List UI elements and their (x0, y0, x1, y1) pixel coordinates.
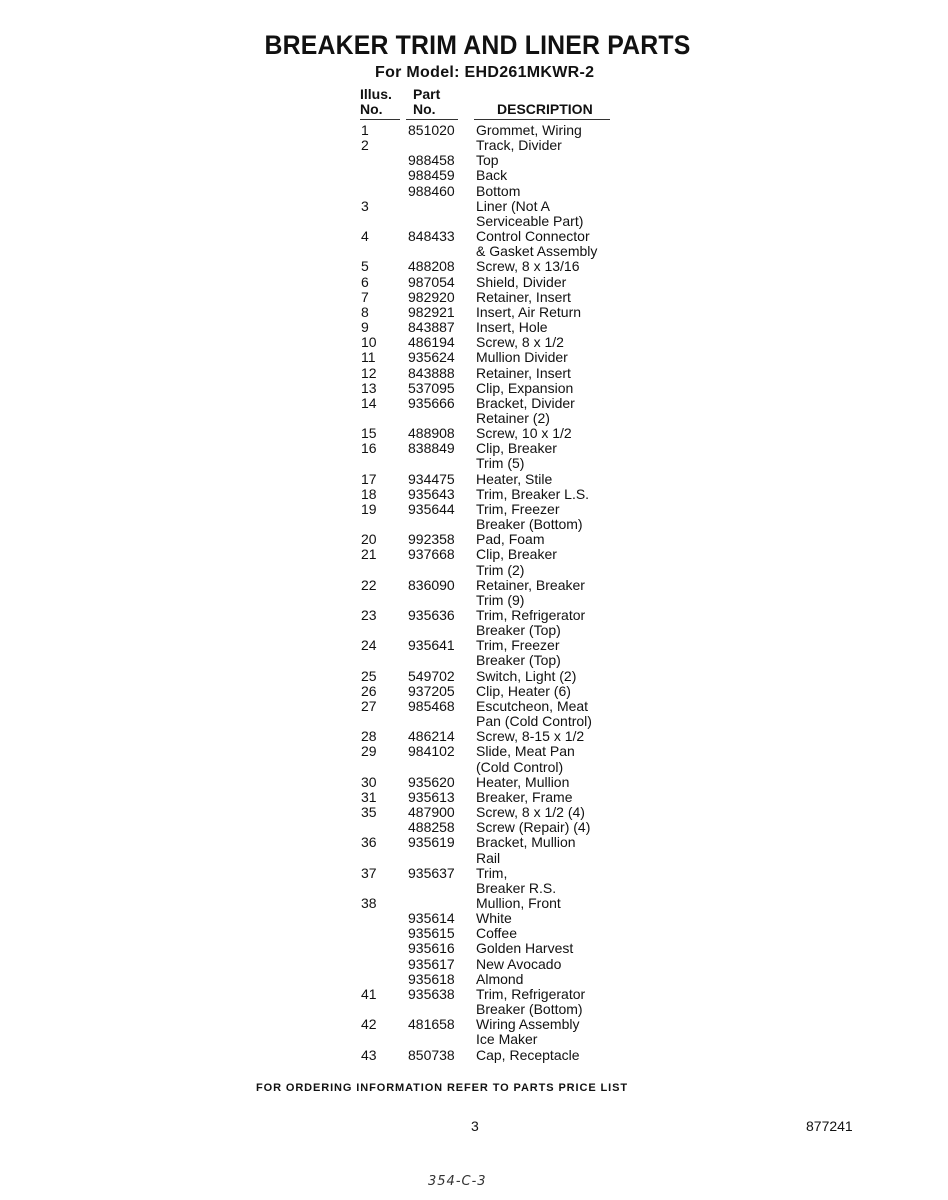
illus-no: 28 (361, 728, 377, 745)
description: Golden Harvest (476, 940, 574, 957)
table-row (0, 608, 948, 623)
table-row (0, 972, 948, 987)
part-no: 843888 (408, 364, 455, 381)
table-row (0, 305, 948, 320)
description: & Gasket Assembly (476, 243, 598, 260)
table-row (0, 851, 948, 866)
illus-no: 42 (361, 1016, 377, 1033)
description: Bottom (476, 182, 521, 199)
part-no: 935614 (408, 910, 455, 927)
header-illus-line2: No. (360, 101, 383, 117)
part-no: 836090 (408, 576, 455, 593)
table-row (0, 896, 948, 911)
part-no: 481658 (408, 1016, 455, 1033)
description: Slide, Meat Pan (476, 743, 575, 760)
table-row (0, 820, 948, 835)
description: Breaker, Frame (476, 788, 573, 805)
illus-no: 17 (361, 470, 377, 487)
description: Screw, 8 x 1/2 (4) (476, 804, 585, 821)
description: Heater, Stile (476, 470, 553, 487)
description: Screw, 8-15 x 1/2 (476, 728, 585, 745)
part-no: 935641 (408, 637, 455, 654)
table-row (0, 547, 948, 562)
model-number: For Model: EHD261MKWR-2 (375, 64, 595, 81)
table-row (0, 790, 948, 805)
description: Wiring Assembly (476, 1016, 580, 1033)
table-row (0, 775, 948, 790)
description: Retainer (2) (476, 409, 550, 426)
illus-no: 1 (361, 122, 369, 138)
part-no: 992358 (408, 531, 455, 548)
part-no: 935615 (408, 925, 455, 942)
description: Breaker (Top) (476, 652, 561, 669)
illus-no: 2 (361, 137, 369, 154)
table-row (0, 366, 948, 381)
handwritten-note: 354-C-3 (428, 1174, 487, 1189)
description: Pan (Cold Control) (476, 713, 592, 730)
description: Cap, Receptacle (476, 1046, 580, 1063)
part-no: 848433 (408, 228, 455, 245)
part-no: 935620 (408, 773, 455, 790)
part-no: 935636 (408, 607, 455, 623)
table-row (0, 1017, 948, 1032)
part-no: 988460 (408, 182, 455, 199)
illus-no: 41 (361, 985, 377, 1002)
header-underline (406, 119, 458, 120)
description: Insert, Hole (476, 319, 548, 336)
description: Trim, (476, 864, 508, 881)
illus-no: 27 (361, 697, 377, 714)
illus-no: 23 (361, 607, 377, 623)
illus-no: 37 (361, 864, 377, 881)
description: Retainer, Insert (476, 288, 571, 305)
table-row (0, 805, 948, 820)
table-row (0, 638, 948, 653)
table-row (0, 517, 948, 532)
description: Mullion Divider (476, 349, 568, 366)
part-no: 486214 (408, 728, 455, 745)
table-row (0, 941, 948, 956)
description: Serviceable Part) (476, 212, 584, 229)
illus-no: 12 (361, 364, 377, 381)
description: Screw, 8 x 13/16 (476, 258, 580, 275)
illus-no: 22 (361, 576, 377, 593)
ordering-note: FOR ORDERING INFORMATION REFER TO PARTS PRICE LIST (256, 1082, 628, 1094)
description: Bracket, Divider (476, 394, 575, 411)
part-no: 838849 (408, 440, 455, 457)
table-row (0, 426, 948, 441)
header-underline (360, 119, 400, 120)
description: Screw (Repair) (4) (476, 819, 591, 836)
description: Trim, Breaker L.S. (476, 485, 590, 502)
illus-no: 4 (361, 228, 369, 245)
description: Trim, Freezer (476, 500, 560, 517)
part-no: 984102 (408, 743, 455, 760)
header-part-line1: Part (413, 86, 441, 102)
table-row (0, 1032, 948, 1047)
illus-no: 13 (361, 379, 377, 396)
table-row (0, 699, 948, 714)
page-title: BREAKER TRIM AND LINER PARTS (264, 30, 691, 60)
table-row (0, 381, 948, 396)
description: (Cold Control) (476, 758, 564, 775)
table-row (0, 214, 948, 229)
illus-no: 18 (361, 485, 377, 502)
table-row (0, 911, 948, 926)
illus-no: 16 (361, 440, 377, 457)
description: Back (476, 167, 508, 184)
description: Trim, Refrigerator (476, 607, 586, 623)
part-no: 982921 (408, 303, 455, 320)
table-row (0, 714, 948, 729)
description: Switch, Light (2) (476, 667, 577, 684)
part-no: 935616 (408, 940, 455, 957)
table-row (0, 760, 948, 775)
illus-no: 30 (361, 773, 377, 790)
part-no: 488208 (408, 258, 455, 275)
table-row (0, 744, 948, 759)
part-no: 851020 (408, 122, 455, 138)
description: Ice Maker (476, 1031, 538, 1048)
table-row (0, 669, 948, 684)
description: Trim, Freezer (476, 637, 560, 654)
description: Clip, Heater (6) (476, 682, 571, 699)
description: Clip, Breaker (476, 440, 557, 457)
table-row (0, 487, 948, 502)
illus-no: 29 (361, 743, 377, 760)
illus-no: 36 (361, 834, 377, 851)
description: Grommet, Wiring (476, 122, 582, 138)
table-row (0, 987, 948, 1002)
part-no: 988459 (408, 167, 455, 184)
description: Shield, Divider (476, 273, 567, 290)
table-row (0, 320, 948, 335)
illus-no: 21 (361, 546, 377, 563)
description: Breaker (Top) (476, 622, 561, 639)
table-row (0, 593, 948, 608)
part-no: 549702 (408, 667, 455, 684)
description: Retainer, Insert (476, 364, 571, 381)
part-no: 935618 (408, 970, 455, 987)
description: Heater, Mullion (476, 773, 570, 790)
illus-no: 26 (361, 682, 377, 699)
part-no: 486194 (408, 334, 455, 351)
table-row (0, 1048, 948, 1063)
description: Screw, 8 x 1/2 (476, 334, 564, 351)
table-row (0, 866, 948, 881)
part-no: 935624 (408, 349, 455, 366)
table-row (0, 502, 948, 517)
document-number: 877241 (806, 1118, 853, 1134)
description: Top (476, 152, 499, 169)
description: Mullion, Front (476, 894, 561, 911)
table-row (0, 684, 948, 699)
table-row (0, 729, 948, 744)
description: Breaker (Bottom) (476, 1001, 583, 1018)
description: Trim, Refrigerator (476, 985, 586, 1002)
table-row (0, 168, 948, 183)
table-row (0, 229, 948, 244)
part-no: 850738 (408, 1046, 455, 1063)
header-description: DESCRIPTION (497, 101, 593, 117)
description: Liner (Not A (476, 197, 550, 214)
part-no: 935637 (408, 864, 455, 881)
table-row (0, 653, 948, 668)
table-row (0, 350, 948, 365)
part-no: 988458 (408, 152, 455, 169)
description: Clip, Breaker (476, 546, 557, 563)
part-no: 935638 (408, 985, 455, 1002)
illus-no: 43 (361, 1046, 377, 1063)
illus-no: 20 (361, 531, 377, 548)
illus-no: 35 (361, 804, 377, 821)
header-underline (474, 119, 610, 120)
description: Bracket, Mullion (476, 834, 576, 851)
table-row (0, 411, 948, 426)
table-row (0, 532, 948, 547)
illus-no: 3 (361, 197, 369, 214)
part-no: 934475 (408, 470, 455, 487)
illus-no: 11 (361, 349, 376, 366)
part-no: 488258 (408, 819, 455, 836)
table-row (0, 153, 948, 168)
table-row (0, 123, 948, 138)
parts-table (0, 123, 948, 1063)
description: Retainer, Breaker (476, 576, 585, 593)
description: Breaker R.S. (476, 879, 557, 896)
description: Coffee (476, 925, 517, 942)
table-row (0, 563, 948, 578)
table-row (0, 1002, 948, 1017)
part-no: 937205 (408, 682, 455, 699)
illus-no: 6 (361, 273, 369, 290)
illus-no: 38 (361, 894, 377, 911)
page-number: 3 (471, 1118, 479, 1134)
description: Clip, Expansion (476, 379, 574, 396)
illus-no: 7 (361, 288, 369, 305)
description: Rail (476, 849, 501, 866)
part-no: 488908 (408, 425, 455, 442)
table-row (0, 259, 948, 274)
header-part-no (413, 87, 440, 117)
description: White (476, 910, 512, 927)
description: Trim (2) (476, 561, 525, 578)
part-no: 935619 (408, 834, 455, 851)
table-row (0, 835, 948, 850)
table-row (0, 578, 948, 593)
illus-no: 31 (361, 788, 377, 805)
part-no: 987054 (408, 273, 455, 290)
part-no: 985468 (408, 697, 455, 714)
header-part-line2: No. (413, 101, 436, 117)
part-no: 935617 (408, 955, 455, 972)
table-row (0, 290, 948, 305)
table-row (0, 456, 948, 471)
description: Track, Divider (476, 137, 562, 154)
illus-no: 19 (361, 500, 377, 517)
header-illus-no (360, 87, 392, 117)
description: New Avocado (476, 955, 562, 972)
table-row (0, 881, 948, 896)
illus-no: 25 (361, 667, 377, 684)
part-no: 843887 (408, 319, 455, 336)
description: Escutcheon, Meat (476, 697, 589, 714)
description: Breaker (Bottom) (476, 516, 583, 533)
table-row (0, 244, 948, 259)
table-row (0, 396, 948, 411)
table-row (0, 199, 948, 214)
part-no: 935666 (408, 394, 455, 411)
table-row (0, 957, 948, 972)
part-no: 487900 (408, 804, 455, 821)
description: Insert, Air Return (476, 303, 582, 320)
description: Control Connector (476, 228, 590, 245)
description: Trim (5) (476, 455, 525, 472)
header-illus-line1: Illus. (360, 86, 392, 102)
part-no: 982920 (408, 288, 455, 305)
description: Trim (9) (476, 591, 525, 608)
part-no: 537095 (408, 379, 455, 396)
illus-no: 5 (361, 258, 369, 275)
description: Almond (476, 970, 524, 987)
illus-no: 9 (361, 319, 369, 336)
part-no: 937668 (408, 546, 455, 563)
part-no: 935613 (408, 788, 455, 805)
description: Screw, 10 x 1/2 (476, 425, 572, 442)
illus-no: 15 (361, 425, 377, 442)
illus-no: 10 (361, 334, 377, 351)
table-row (0, 138, 948, 153)
illus-no: 8 (361, 303, 369, 320)
illus-no: 14 (361, 394, 377, 411)
part-no: 935643 (408, 485, 455, 502)
table-row (0, 472, 948, 487)
table-row (0, 441, 948, 456)
table-row (0, 275, 948, 290)
table-row (0, 926, 948, 941)
table-row (0, 184, 948, 199)
part-no: 935644 (408, 500, 455, 517)
table-row (0, 623, 948, 638)
illus-no: 24 (361, 637, 377, 654)
description: Pad, Foam (476, 531, 545, 548)
table-row (0, 335, 948, 350)
